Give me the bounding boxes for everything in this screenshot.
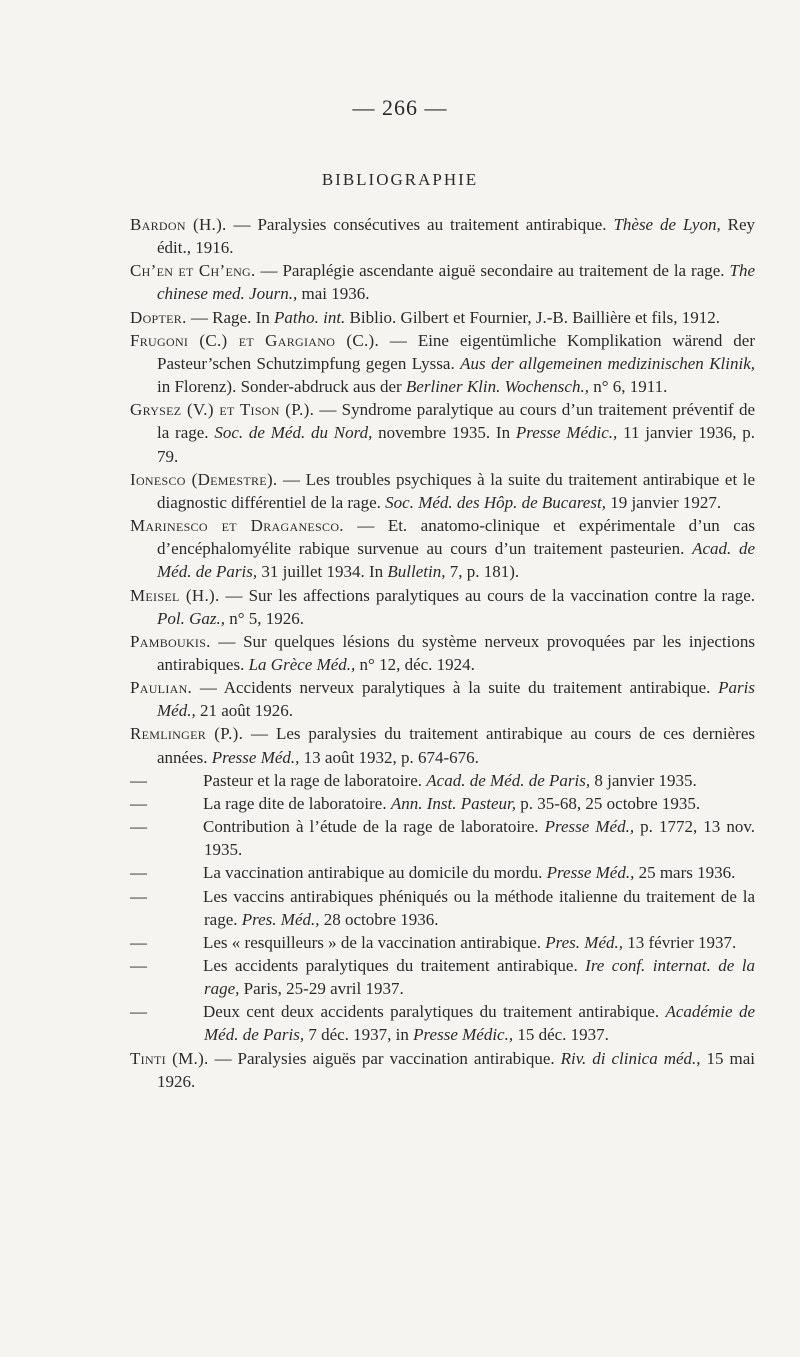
entry-text: — Paralysies aiguës par vaccination antirabique. xyxy=(208,1048,561,1068)
entry-text: — Sur les affections paralytiques au cours de la vaccination contre la rage. xyxy=(219,585,755,605)
entry-text: n° 5, 1926. xyxy=(225,608,305,628)
entry-source: Acad. de Méd. de Paris, xyxy=(157,539,755,582)
bibliography-entry xyxy=(130,468,755,514)
entry-author: Remlinger (P.). xyxy=(130,724,244,744)
entry-source: The chinese med. Journ., xyxy=(157,261,755,304)
bibliography-entry xyxy=(130,259,755,305)
entry-source: Paris Méd., xyxy=(157,678,755,721)
entry-text: Contribution à l’étude de la rage de laboratoire. xyxy=(203,817,545,837)
entry-text: in Florenz). Sonder-abdruck aus der xyxy=(157,377,406,397)
entry-text: Les « resquilleurs » de la vaccination antirabique. xyxy=(203,932,546,952)
entry-text: Rey édit., 1916. xyxy=(157,215,755,258)
entry-text: 7, p. 181). xyxy=(445,562,520,582)
bibliography-entry xyxy=(130,398,755,467)
entry-text: — Sur quelques lésions du système nerveux provoquées par les injections antirabiques. xyxy=(157,631,755,674)
repeat-author-dash: — xyxy=(130,956,147,975)
bibliography-entry xyxy=(130,630,755,676)
bibliography-entry xyxy=(130,861,755,884)
bibliography-entry xyxy=(130,676,755,722)
entry-source: Presse Médic., xyxy=(413,1025,514,1045)
page-number: — 266 — xyxy=(352,95,448,120)
entry-source: Soc. Méd. des Hôp. de Bucarest, xyxy=(385,492,606,512)
bibliography-entry xyxy=(130,213,755,259)
entry-text: Biblio. Gilbert et Fournier, J.-B. Baillière et fils, 1912. xyxy=(345,307,720,327)
entry-text: La rage dite de laboratoire. xyxy=(203,793,391,813)
entry-author: Dopter. xyxy=(130,307,187,327)
entry-author: Pamboukis. xyxy=(130,631,211,651)
entry-text: — Paralysies consécutives au traitement antirabique. xyxy=(226,215,614,234)
entry-source: Thèse de Lyon, xyxy=(613,215,721,234)
entry-text: 31 juillet 1934. In xyxy=(257,562,388,582)
entry-text: 25 mars 1936. xyxy=(634,863,736,883)
entry-text: — Les paralysies du traitement antirabique au cours de ces dernières années. xyxy=(157,724,755,767)
entry-text: p. 35-68, 25 octobre 1935. xyxy=(516,793,701,813)
entry-author: Ionesco (Demestre). xyxy=(130,469,278,489)
bibliography-entry xyxy=(130,1000,755,1046)
entry-text: Les vaccins antirabiques phéniqués ou la méthode italienne du traitement de la rage. xyxy=(203,886,755,929)
bibliography-entry xyxy=(130,885,755,931)
entry-text: 13 février 1937. xyxy=(623,932,737,952)
entry-source: Ire conf. internat. de la rage, xyxy=(204,956,755,999)
bibliography-entry xyxy=(130,722,755,768)
entry-text: Deux cent deux accidents paralytiques du traitement antirabique. xyxy=(203,1002,666,1022)
entry-author: Tinti (M.). xyxy=(130,1048,209,1068)
entry-text: 28 octobre 1936. xyxy=(319,909,439,929)
entry-source: Berliner Klin. Wochensch., xyxy=(405,377,589,397)
entry-source: Pres. Méd., xyxy=(241,909,320,929)
bibliography-entry xyxy=(130,1047,755,1093)
entry-text: — Les troubles psychiques à la suite du traitement antirabique et le diagnostic différentiel de la rage. xyxy=(157,469,756,512)
repeat-author-dash: — xyxy=(130,793,147,813)
entry-text: p. 1772, 13 nov. 1935. xyxy=(204,817,755,860)
entry-text: n° 12, déc. 1924. xyxy=(355,654,475,674)
bibliography-entry xyxy=(130,329,755,398)
entry-source: La Grèce Méd., xyxy=(248,654,356,674)
entry-text: — Paraplégie ascendante aiguë secondaire au traitement de la rage. xyxy=(255,261,730,281)
entry-source: Presse Méd., xyxy=(546,863,635,883)
repeat-author-dash: — xyxy=(130,817,147,837)
entry-source: Académie de Méd. de Paris, xyxy=(204,1002,755,1045)
bibliography-list xyxy=(130,213,755,1093)
entry-text: — Syndrome paralytique au cours d’un traitement préventif de la rage. xyxy=(157,400,755,443)
entry-text: 7 déc. 1937, in xyxy=(304,1025,414,1045)
entry-source: Presse Méd., xyxy=(544,817,635,837)
entry-text: 8 janvier 1935. xyxy=(590,770,697,790)
entry-text: novembre 1935. In xyxy=(372,423,516,443)
entry-source: Pres. Méd., xyxy=(545,932,623,952)
entry-source: Presse Médic., xyxy=(515,423,618,443)
entry-text: Paris, 25-29 avril 1937. xyxy=(239,979,404,999)
entry-source: Patho. int. xyxy=(273,307,346,327)
repeat-author-dash: — xyxy=(130,770,147,790)
entry-source: Soc. de Méd. du Nord, xyxy=(214,423,373,443)
entry-text: Pasteur et la rage de laboratoire. xyxy=(203,770,427,790)
entry-text: 13 août 1932, p. 674-676. xyxy=(299,747,479,767)
entry-text: — Et. anatomo-clinique et expérimentale d’un cas d’encéphalomyélite rabique survenue au cours d’un traitement pasteurien. xyxy=(157,516,756,559)
entry-source: Bulletin, xyxy=(387,562,446,582)
bibliography-entry xyxy=(130,514,755,583)
repeat-author-dash: — xyxy=(130,932,147,952)
bibliography-entry xyxy=(130,584,755,630)
repeat-author-dash: — xyxy=(130,886,147,906)
entry-author: Grysez (V.) et Tison (P.). xyxy=(130,400,315,420)
entry-author: Bardon (H.). xyxy=(130,215,227,234)
entry-text: mai 1936. xyxy=(297,284,370,304)
bibliography-entry xyxy=(130,954,755,1000)
entry-author: Marinesco et Draganesco. xyxy=(130,516,344,536)
entry-text: 15 mai 1926. xyxy=(157,1048,755,1091)
entry-source: Acad. de Méd. de Paris, xyxy=(426,770,591,790)
bibliography-entry xyxy=(130,815,755,861)
bibliography-entry xyxy=(130,792,755,815)
repeat-author-dash: — xyxy=(130,863,147,883)
bibliography-entry xyxy=(130,931,755,954)
entry-author: Paulian. xyxy=(130,678,193,698)
entry-text: — Rage. In xyxy=(186,307,274,327)
entry-text: 15 déc. 1937. xyxy=(513,1025,609,1045)
bibliography-entry xyxy=(130,769,755,792)
entry-author: Frugoni (C.) et Gargiano (C.). xyxy=(130,330,380,350)
entry-text: 21 août 1926. xyxy=(195,701,293,721)
repeat-author-dash: — xyxy=(130,1002,147,1022)
entry-text: La vaccination antirabique au domicile du mordu. xyxy=(203,863,547,883)
entry-source: Ann. Inst. Pasteur, xyxy=(390,793,516,813)
entry-source: Aus der allgemeinen medizinischen Klinik, xyxy=(460,353,755,373)
section-title: BIBLIOGRAPHIE xyxy=(321,170,479,189)
entry-author: Ch’en et Ch’eng. xyxy=(130,261,256,281)
entry-text: n° 6, 1911. xyxy=(588,377,668,397)
entry-source: Riv. di clinica méd., xyxy=(560,1048,701,1068)
bibliography-entry xyxy=(130,306,755,329)
entry-text: — Accidents nerveux paralytiques à la suite du traitement antirabique. xyxy=(192,678,719,698)
entry-text: Les accidents paralytiques du traitement antirabique. xyxy=(203,956,586,975)
entry-author: Meisel (H.). xyxy=(130,585,220,605)
entry-source: Presse Méd., xyxy=(211,747,300,767)
entry-source: Pol. Gaz., xyxy=(157,608,225,628)
entry-text: 19 janvier 1927. xyxy=(605,492,722,512)
entry-text: — Eine eigentümliche Komplikation wärend der Pasteur’schen Schutzimpfung gegen Lyssa. xyxy=(157,330,755,373)
entry-text: 11 janvier 1936, p. 79. xyxy=(157,423,756,466)
